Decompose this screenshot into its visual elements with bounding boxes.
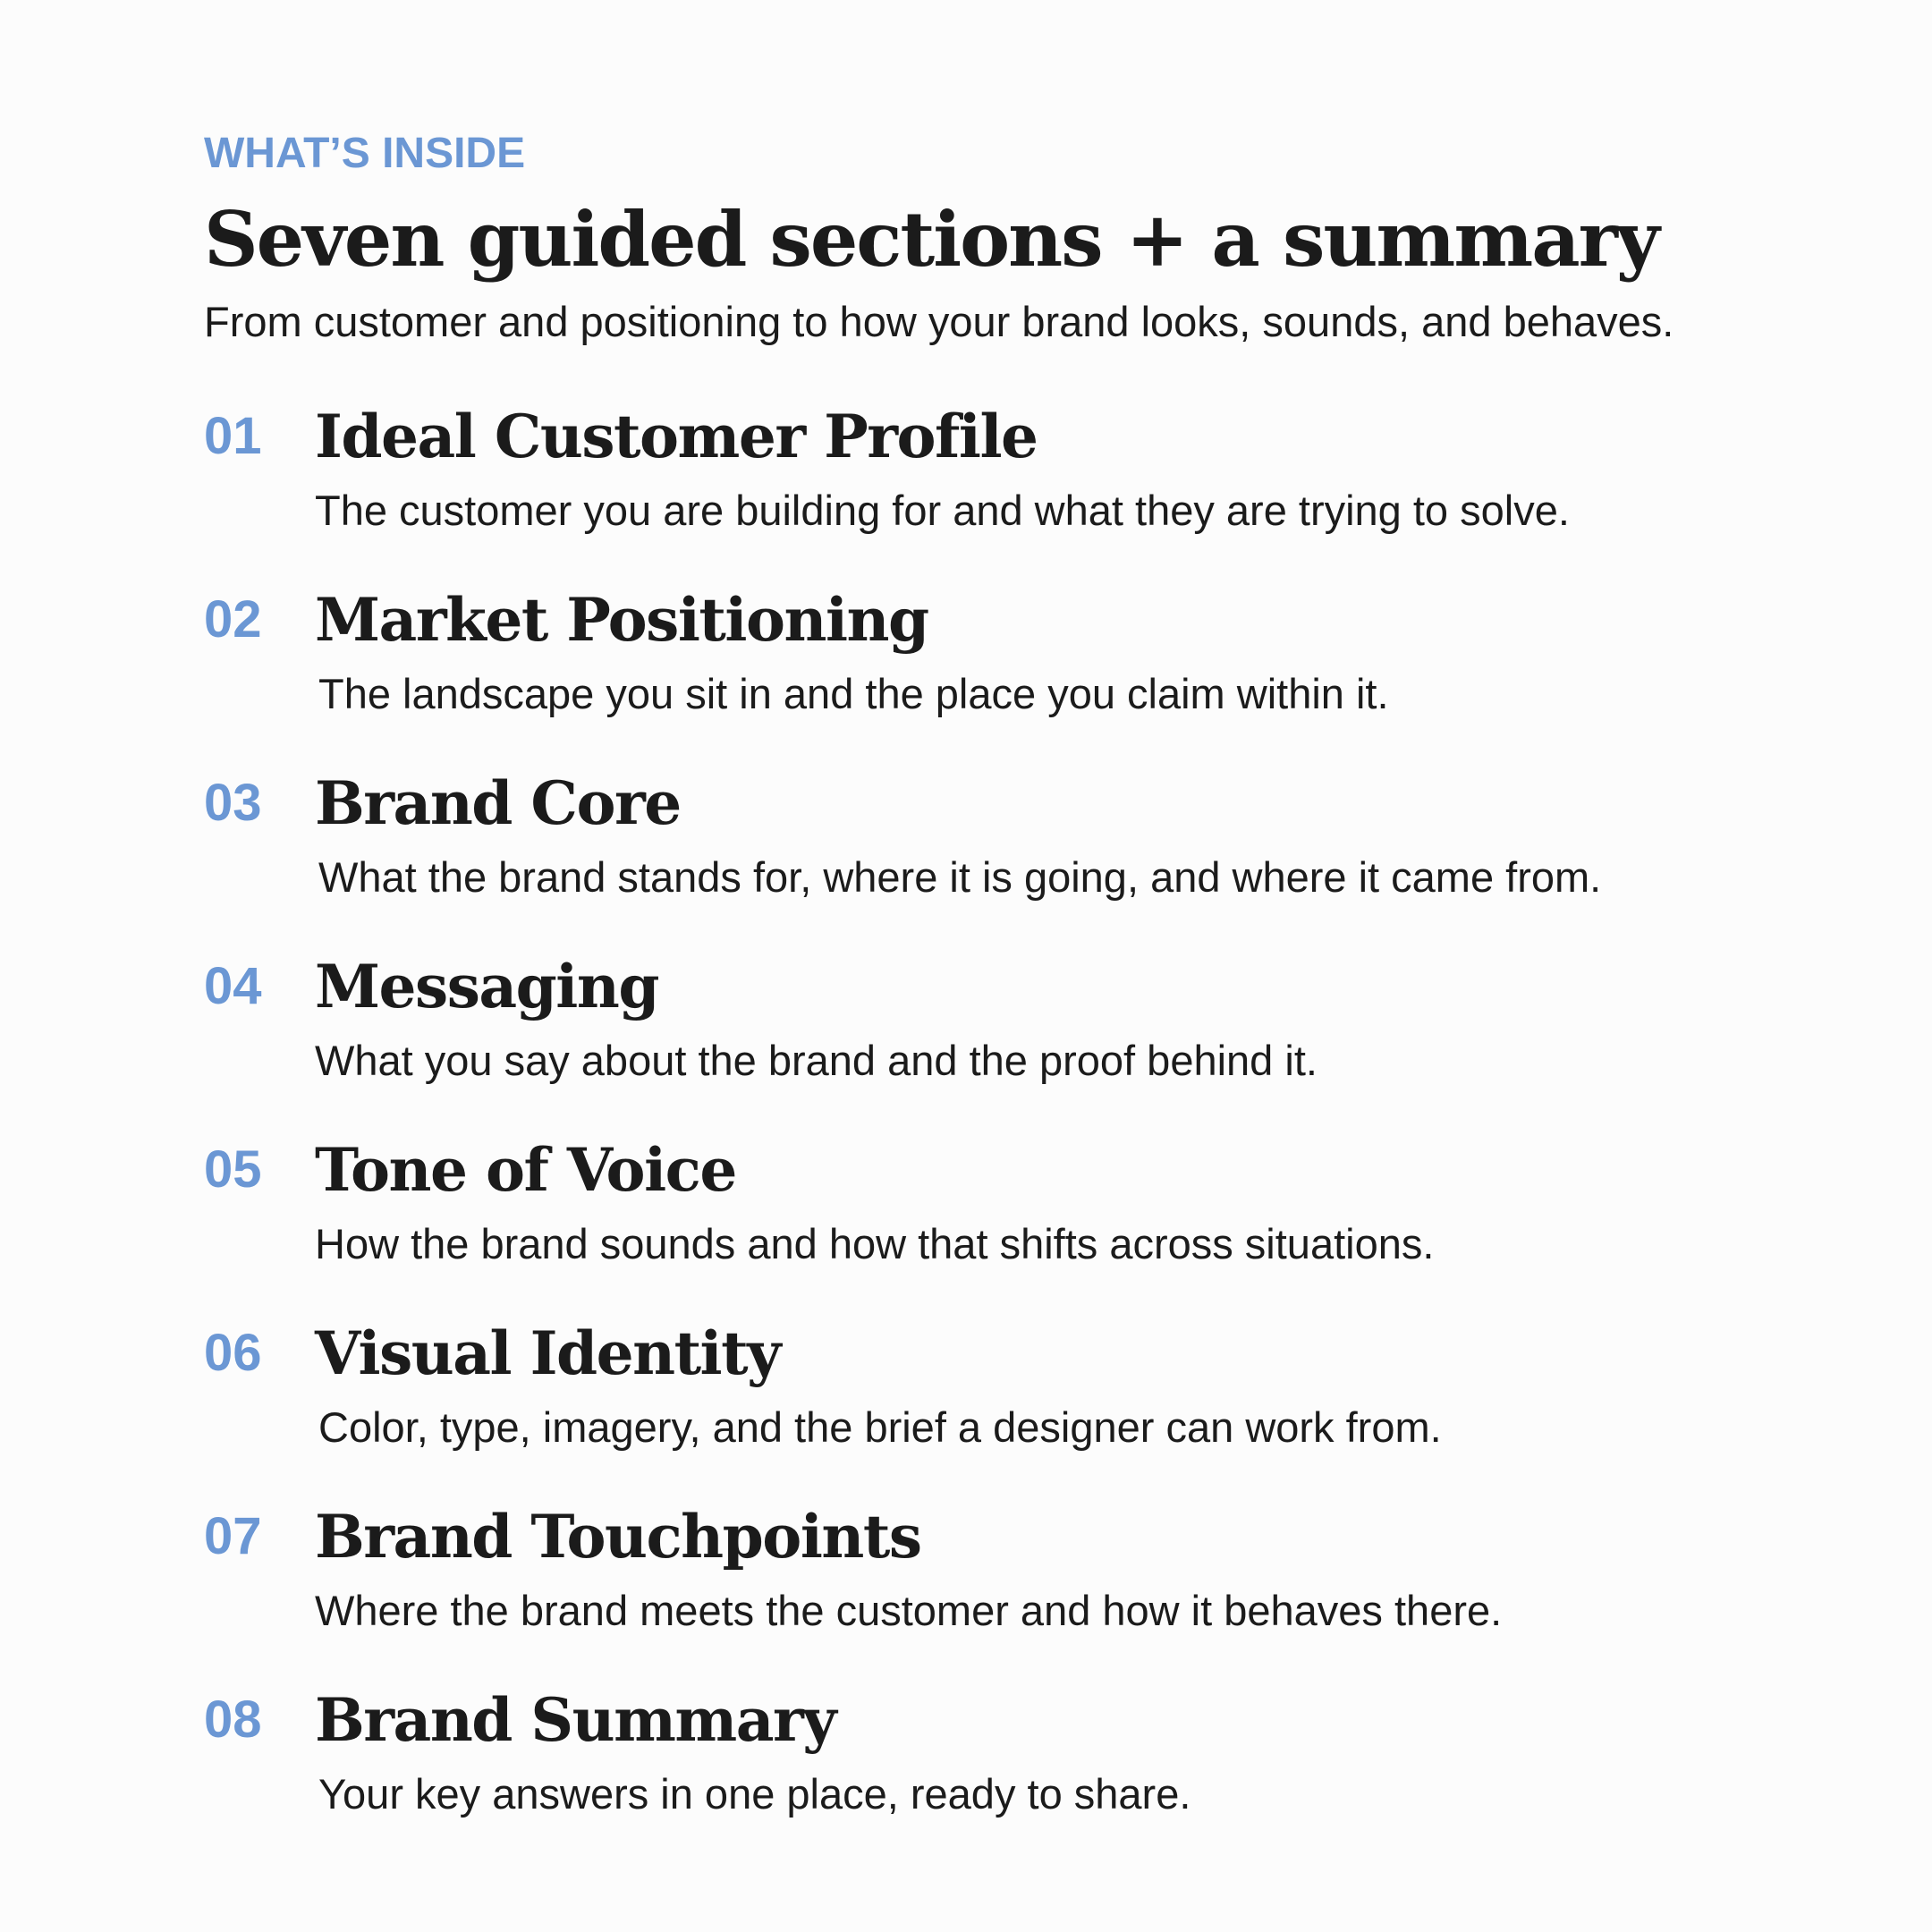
section-title: Market Positioning [315, 585, 928, 655]
section-item-visual-identity [204, 1318, 1796, 1507]
section-list [204, 402, 1796, 1874]
section-number: 04 [204, 957, 262, 1015]
section-number: 01 [204, 407, 262, 465]
section-title: Messaging [315, 952, 658, 1021]
section-description: What the brand stands for, where it is going, and where it came from. [318, 853, 1602, 901]
section-description: Your key answers in one place, ready to share. [318, 1770, 1191, 1818]
section-item-brand-touchpoints [204, 1502, 1796, 1690]
section-item-brand-core [204, 768, 1796, 957]
section-description: The customer you are building for and what they are trying to solve. [315, 487, 1570, 534]
section-title: Tone of Voice [315, 1135, 736, 1205]
section-item-brand-summary [204, 1685, 1796, 1874]
section-number: 07 [204, 1507, 262, 1565]
section-description: What you say about the brand and the proof behind it. [315, 1037, 1318, 1084]
section-number: 02 [204, 590, 262, 648]
page-title: Seven guided sections + a summary [204, 195, 1658, 284]
section-number: 06 [204, 1324, 262, 1382]
section-item-ideal-customer-profile [204, 402, 1796, 590]
section-description: The landscape you sit in and the place you claim within it. [318, 670, 1389, 717]
section-title: Brand Touchpoints [315, 1502, 921, 1572]
contents-page [204, 132, 1796, 1888]
section-number: 05 [204, 1140, 262, 1199]
page-subtitle: From customer and positioning to how your brand looks, sounds, and behaves. [204, 298, 1674, 345]
section-title: Ideal Customer Profile [315, 402, 1038, 471]
section-item-messaging [204, 952, 1796, 1140]
section-title: Brand Summary [315, 1685, 836, 1755]
section-description: How the brand sounds and how that shifts across situations. [315, 1220, 1435, 1267]
eyebrow-label: WHAT’S INSIDE [204, 130, 526, 177]
section-item-market-positioning [204, 585, 1796, 774]
section-number: 08 [204, 1690, 262, 1749]
section-item-tone-of-voice [204, 1135, 1796, 1324]
section-title: Brand Core [315, 768, 681, 838]
section-description: Color, type, imagery, and the brief a designer can work from. [318, 1403, 1442, 1451]
section-title: Visual Identity [315, 1318, 780, 1388]
section-description: Where the brand meets the customer and how it behaves there. [315, 1587, 1503, 1634]
section-number: 03 [204, 774, 262, 832]
